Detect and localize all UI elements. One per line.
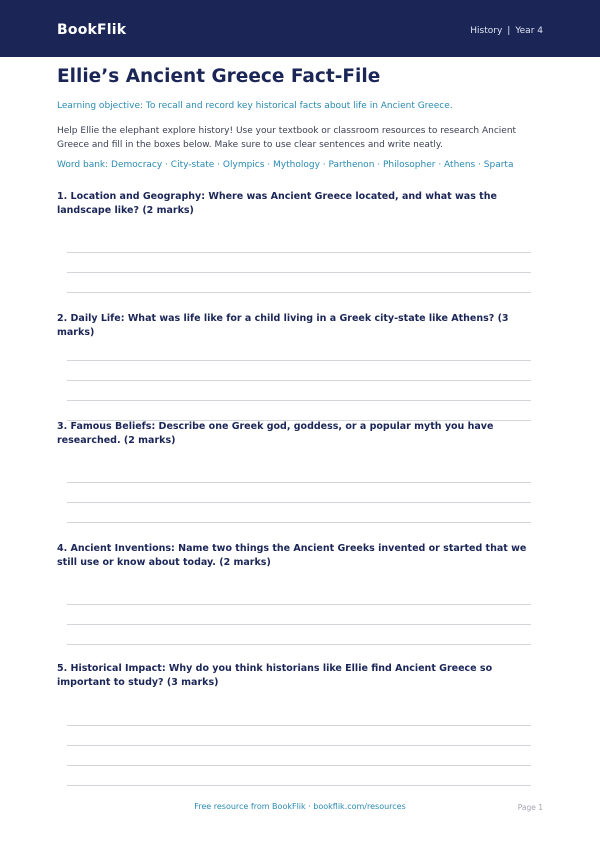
answer-line-5-2[interactable] bbox=[67, 745, 531, 746]
footer-text: Free resource from BookFlik · bookflik.com/resources bbox=[194, 802, 406, 811]
question-4: 4. Ancient Inventions: Name two things the Ancient Greeks invented or started that we still use or know about today. (2 marks) bbox=[57, 543, 527, 568]
answer-line-5-1[interactable] bbox=[67, 725, 531, 726]
answer-line-1-3[interactable] bbox=[67, 292, 531, 293]
answer-line-3-1[interactable] bbox=[67, 482, 531, 483]
answer-line-4-3[interactable] bbox=[67, 644, 531, 645]
question-3: 3. Famous Beliefs: Describe one Greek god, goddess, or a popular myth you have researched. (2 marks) bbox=[57, 421, 494, 446]
subject-year-label bbox=[470, 26, 543, 36]
question-1: 1. Location and Geography: Where was Ancient Greece located, and what was the landscape like? (2 marks) bbox=[57, 191, 497, 216]
answer-line-2-2[interactable] bbox=[67, 380, 531, 381]
intro-text: Help Ellie the elephant explore history! Use your textbook or classroom resources to research Ancient Greece and fill in the boxes below. Make sure to use clear sentences and write neatly. bbox=[57, 126, 517, 150]
answer-line-2-3[interactable] bbox=[67, 400, 531, 401]
answer-line-2-1[interactable] bbox=[67, 360, 531, 361]
question-5: 5. Historical Impact: Why do you think historians like Ellie find Ancient Greece so important to study? (3 marks) bbox=[57, 663, 493, 688]
answer-line-5-3[interactable] bbox=[67, 765, 531, 766]
word-bank: Word bank: Democracy · City-state · Olympics · Mythology · Parthenon · Philosopher · Athens · Sparta bbox=[57, 160, 514, 170]
answer-line-1-1[interactable] bbox=[67, 252, 531, 253]
year-label: Year 4 bbox=[515, 26, 543, 36]
answer-line-5-4[interactable] bbox=[67, 785, 531, 786]
learning-objective: Learning objective: To recall and record key historical facts about life in Ancient Greece. bbox=[57, 101, 453, 111]
header-separator: | bbox=[507, 26, 511, 36]
page-title: Ellie’s Ancient Greece Fact-File bbox=[57, 66, 381, 87]
brand-logo: BookFlik bbox=[57, 22, 127, 38]
answer-line-3-2[interactable] bbox=[67, 502, 531, 503]
answer-line-3-3[interactable] bbox=[67, 522, 531, 523]
page-header bbox=[0, 0, 600, 57]
question-2: 2. Daily Life: What was life like for a child living in a Greek city-state like Athens? (3 marks) bbox=[57, 313, 509, 338]
subject-label: History bbox=[470, 26, 503, 36]
answer-line-4-2[interactable] bbox=[67, 624, 531, 625]
page-number: Page 1 bbox=[517, 803, 543, 812]
answer-line-1-2[interactable] bbox=[67, 272, 531, 273]
answer-line-4-1[interactable] bbox=[67, 604, 531, 605]
